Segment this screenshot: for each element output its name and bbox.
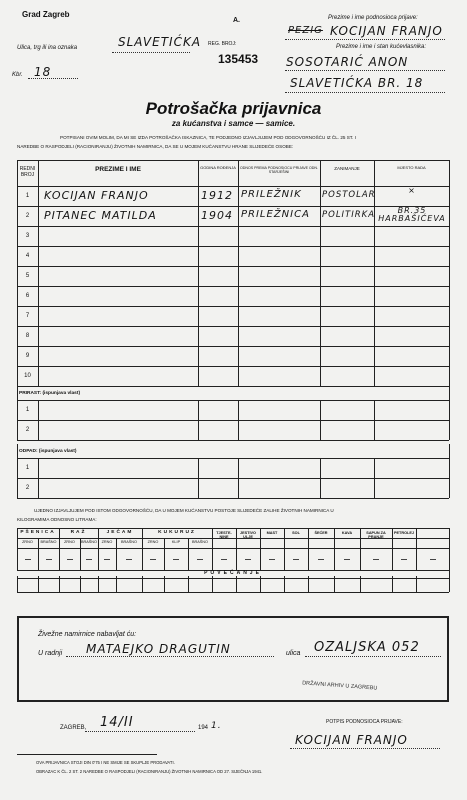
stock-sub-header: ZRNO	[147, 540, 159, 544]
house-number-value: 18	[34, 65, 52, 79]
members-header-4: ZANIMANJE	[334, 166, 360, 171]
member-workplace: ×	[408, 186, 416, 195]
stock-group-0: PŠENICA	[20, 530, 56, 535]
stock-other-header: PETROLEJ	[393, 531, 415, 535]
additions-row-number: 2	[25, 427, 30, 433]
archive-stamp: DRŽAVNI ARHIV U ZAGREBU	[301, 680, 378, 692]
stock-sub-header: BRAŠNO	[191, 540, 209, 544]
applicant-value: KOCIJAN FRANJO	[330, 24, 443, 38]
stock-declaration-line-1: UJEDNO IZJAVLJUJEM POD ISTOM ODGOVORNOŠĆU, DA U MOJEM KUĆANSTVU POSTOJE SLIJEDEĆE ZALIHE ŽIVOTNIH NAMIRNICA U	[34, 508, 334, 513]
stock-sub-header: KLIP	[171, 540, 181, 544]
row-number: 4	[25, 253, 30, 259]
stock-other-header: ŠEĆER	[314, 531, 328, 535]
stock-group-1: RAŽ	[70, 530, 87, 535]
form-subtitle: za kućanstva i samce — samice.	[171, 119, 296, 128]
shop-street-value: OZALJSKA 052	[314, 640, 420, 655]
row-number: 5	[25, 273, 30, 279]
row-number: 6	[25, 293, 30, 299]
row-number: 8	[25, 333, 30, 339]
member-birth-year: 1912	[201, 189, 233, 202]
member-birth-year: 1904	[201, 209, 233, 222]
reg-number: 135453	[218, 52, 259, 66]
stock-sub-header: BRAŠNO	[40, 540, 57, 544]
year-suffix: 1.	[211, 721, 222, 731]
form-letter: A.	[233, 17, 240, 24]
stock-sub-header: ZRNO	[64, 540, 75, 544]
shop-label: U radnji	[38, 650, 63, 657]
row-number: 9	[25, 353, 30, 359]
member-workplace: BR.35 HARBAŠIĆEVA	[378, 206, 446, 223]
members-header-5: MJESTO RADA	[397, 165, 426, 170]
member-relation: PRILEŽNIK	[241, 189, 302, 200]
members-header-3: ODNOS PREMA PODNOSIOCU PRIJAVE ODN. STARJEŠINI	[239, 166, 318, 175]
declaration-line-1: POTPISANI OVIM MOLIM, DA MI SE IZDA POTROŠAČKA ISKAZNICA, TE PODJEDNO IZJAVLJUJEM POD ODGOVORNOŠĆU IZ ČL. 25 ST. I	[60, 135, 356, 140]
street-label: Ulica, trg ili ina oznaka	[17, 45, 78, 51]
form-title: Potrošačka prijavnica	[145, 99, 322, 118]
applicant-struck-text: PEZIG	[288, 25, 323, 36]
member-relation: PRILEŽNICA	[241, 209, 310, 220]
members-header-0: REDNI BROJ	[19, 166, 36, 178]
additions-row-number: 1	[25, 407, 30, 413]
stock-sub-header: BRAŠNO	[80, 540, 98, 544]
stock-declaration-line-2: KILOGRAMIMA ODNOSNO LITRAMA:	[17, 517, 97, 522]
city-label: Grad Zagreb	[22, 10, 70, 19]
owner-label: Prezime i ime i stan kućevlasnika:	[336, 44, 427, 50]
house-number-label: Kbr.	[12, 72, 23, 78]
stock-group-2: JEČAM	[106, 530, 134, 535]
stock-sub-header: BRAŠNO	[120, 540, 138, 544]
signature-label: POTPIS PODNOSIOCA PRIJAVE:	[326, 719, 403, 725]
stock-sub-header: ZRNO	[22, 540, 33, 544]
reg-label: REG. BROJ:	[208, 41, 237, 47]
date-value: 14/II	[100, 715, 134, 730]
place-label: ZAGREB,	[60, 725, 87, 731]
additions-label: PRIRAST: (ispunjava vlast)	[19, 391, 81, 396]
stock-other-header: SOL	[292, 531, 300, 535]
member-occupation: POSTOLAR	[322, 190, 376, 200]
stock-other-header: JESTIVO ULJE	[239, 531, 257, 540]
shop-intro-label: Živežne namirnice nabavljat ću:	[38, 631, 137, 638]
applicant-label: Prezime i ime podnosioca prijave:	[328, 15, 418, 21]
removals-row-number: 2	[25, 485, 30, 491]
member-name: KOCIJAN FRANJO	[44, 189, 149, 202]
members-header-2: GODINA ROĐENJA	[200, 165, 236, 170]
row-number: 3	[25, 233, 30, 239]
increase-label: POVEĆANJE	[17, 571, 449, 576]
declaration-line-2: NAREDBE O RASPODJELI (RACIONIRANJU) ŽIVOTNIH NAMIRNICA, DA SE U MOJEM KUĆANSTVU HRANE SLIJEDEĆE OSOBE:	[17, 144, 294, 149]
stock-other-header: KAVA	[341, 531, 353, 535]
stock-other-header: MAST	[266, 531, 278, 535]
stock-sub-header: ZRNO	[101, 540, 113, 544]
shop-street-label: ulica	[286, 650, 301, 657]
removals-label: ODPAD: (ispunjava vlast)	[19, 449, 77, 454]
row-number: 7	[25, 313, 30, 319]
year-label: 194	[198, 725, 209, 731]
street-value: SLAVETIĆKA	[118, 35, 202, 49]
shop-value: MATAEJKO DRAGUTIN	[86, 642, 231, 656]
stock-group-3: KUKURUZ	[158, 530, 196, 535]
shop-box	[17, 616, 449, 702]
owner-value: SOSOTARIĆ ANON	[286, 55, 409, 69]
stock-other-header: TJESTE-NINE	[216, 531, 232, 540]
row-number: 2	[25, 213, 30, 219]
member-name: PITANEC MATILDA	[44, 209, 157, 222]
signature-value: KOCIJAN FRANJO	[295, 733, 408, 747]
member-occupation: POLITIRKA	[322, 210, 376, 220]
regulation-note: OBRAZAC K ČL. 2 ST. 2 NAREDBE O RASPODJELI (RACIONIRANJU) ŽIVOTNIH NAMIRNICA OD 27. SIJEČNJA 1941.	[36, 769, 263, 774]
row-number: 1	[25, 193, 30, 199]
members-header-1: PREZIME I IME	[95, 166, 141, 173]
price-note: OVA PRIJAVNICA STOJI DIN 0'75 I NE SMIJE SE SKUPLJE PRODAVATI.	[36, 760, 175, 765]
owner-address: SLAVETIĆKA BR. 18	[290, 76, 424, 90]
row-number: 10	[24, 373, 31, 379]
removals-row-number: 1	[25, 465, 30, 471]
stock-other-header: SAPUN ZA PRANJE	[366, 531, 386, 540]
